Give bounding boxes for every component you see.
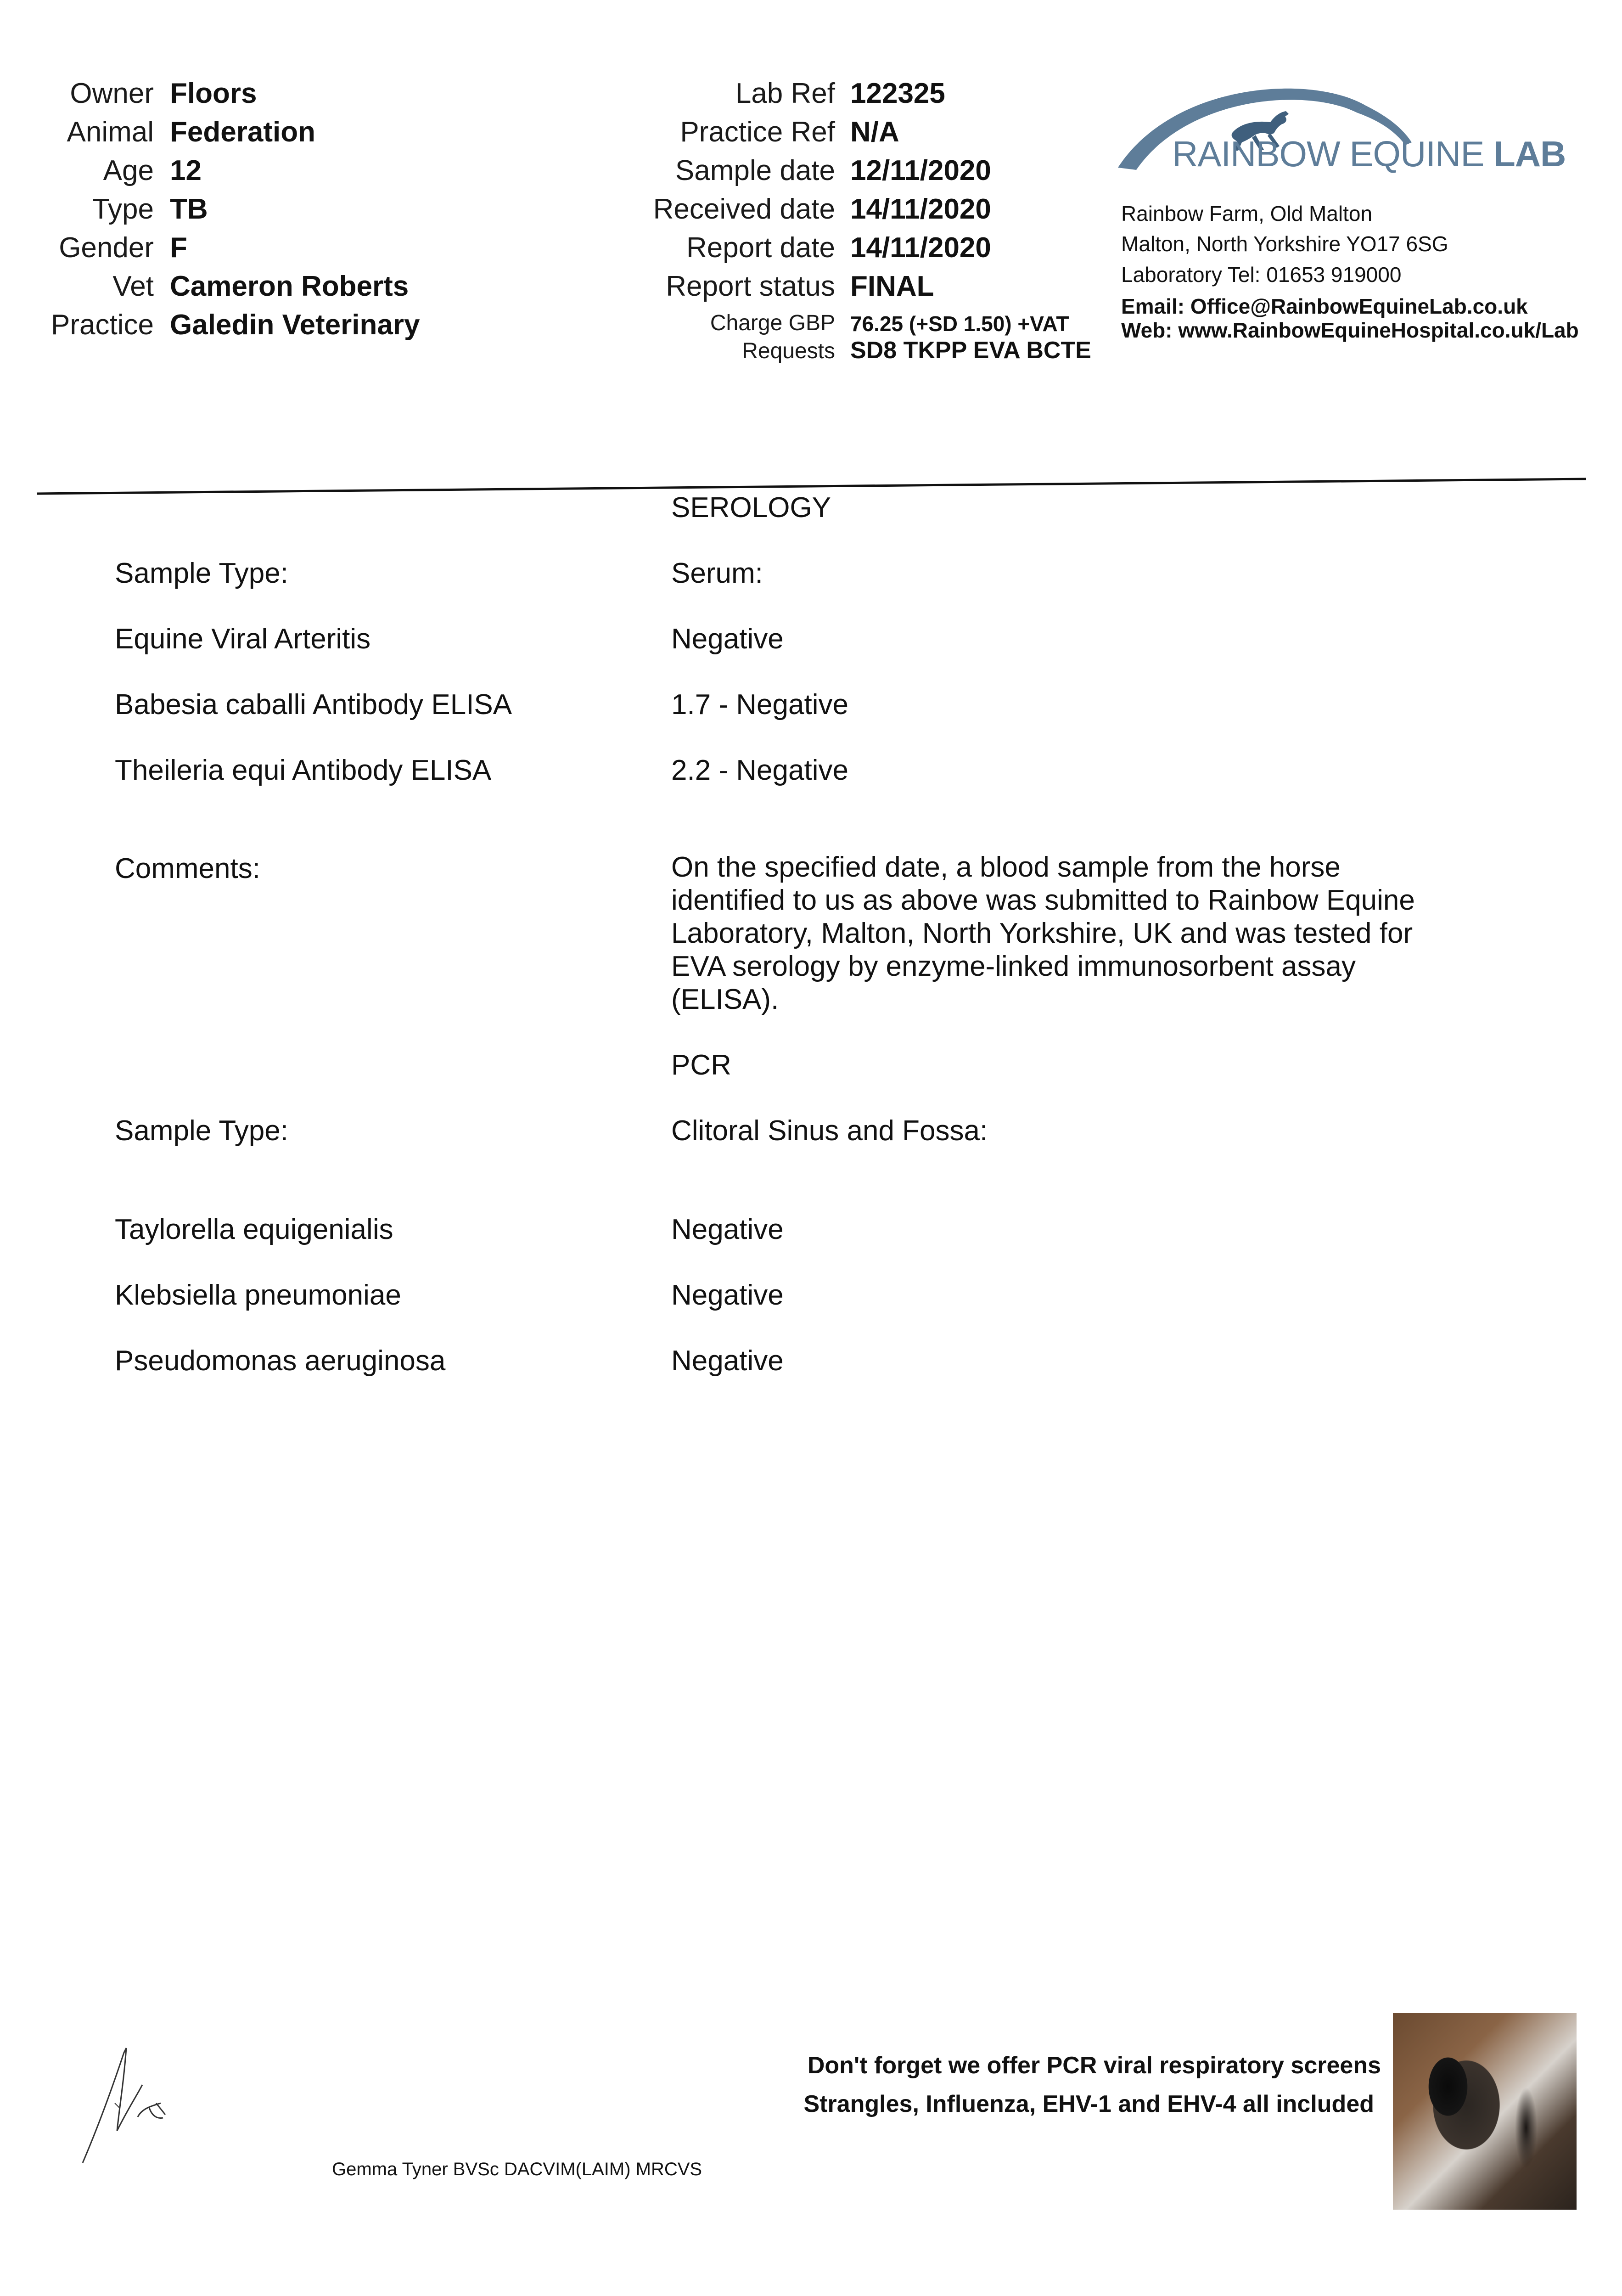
requests-label: Requests: [742, 339, 835, 363]
practice-ref-value: N/A: [850, 116, 899, 148]
lab-logo: [1118, 78, 1566, 179]
signatory-name: Gemma Tyner BVSc DACVIM(LAIM) MRCVS: [332, 2159, 702, 2179]
type-value: TB: [170, 193, 208, 225]
pcr-sample-type-value: Clitoral Sinus and Fossa:: [671, 1115, 988, 1147]
report-date-value: 14/11/2020: [850, 232, 991, 264]
charge-label: Charge GBP: [710, 311, 835, 335]
logo-wordmark: [1172, 133, 1566, 175]
result-test-name: Klebsiella pneumoniae: [115, 1279, 401, 1311]
result-test-name: Theileria equi Antibody ELISA: [115, 754, 492, 786]
serology-sample-type-value: Serum:: [671, 557, 763, 589]
result-test-name: Taylorella equigenialis: [115, 1214, 393, 1245]
signature-image: [73, 2039, 184, 2167]
lab-email: Email: Office@RainbowEquineLab.co.uk: [1121, 294, 1528, 318]
age-value: 12: [170, 155, 202, 186]
vet-label: Vet: [112, 270, 154, 302]
result-value: Negative: [671, 1279, 784, 1311]
charge-value: 76.25 (+SD 1.50) +VAT: [850, 312, 1069, 336]
sample-date-value: 12/11/2020: [850, 155, 991, 186]
type-label: Type: [92, 193, 154, 225]
practice-value: Galedin Veterinary: [170, 309, 420, 341]
report-status-value: FINAL: [850, 270, 934, 302]
requests-value: SD8 TKPP EVA BCTE: [850, 337, 1091, 364]
address-line-2: Malton, North Yorkshire YO17 6SG: [1121, 232, 1448, 256]
practice-ref-label: Practice Ref: [680, 116, 835, 148]
gender-label: Gender: [59, 232, 154, 264]
result-value: 1.7 - Negative: [671, 689, 848, 720]
owner-label: Owner: [70, 78, 154, 109]
result-test-name: Pseudomonas aeruginosa: [115, 1345, 446, 1377]
result-test-name: Babesia caballi Antibody ELISA: [115, 689, 512, 720]
promo-line-1: Don't forget we offer PCR viral respiratory screens: [807, 2052, 1381, 2079]
practice-label: Practice: [51, 309, 154, 341]
report-date-label: Report date: [686, 232, 835, 264]
logo-text-regular: RAINBOW EQUINE: [1172, 134, 1484, 174]
result-value: Negative: [671, 623, 784, 655]
owner-value: Floors: [170, 78, 257, 109]
animal-label: Animal: [67, 116, 154, 148]
logo-text-bold: LAB: [1493, 134, 1566, 174]
pcr-sample-type-label: Sample Type:: [115, 1115, 288, 1147]
serology-sample-type-label: Sample Type:: [115, 557, 288, 589]
lab-telephone: Laboratory Tel: 01653 919000: [1121, 263, 1402, 287]
age-label: Age: [103, 155, 154, 186]
pcr-heading: PCR: [671, 1049, 731, 1081]
gender-value: F: [170, 232, 187, 264]
promo-line-2: Strangles, Influenza, EHV-1 and EHV-4 all included: [803, 2091, 1374, 2117]
result-value: 2.2 - Negative: [671, 754, 848, 786]
received-date-label: Received date: [653, 193, 835, 225]
result-value: Negative: [671, 1214, 784, 1245]
report-status-label: Report status: [666, 270, 835, 302]
comments-text: On the specified date, a blood sample from the horse identified to us as above was submitted to Rainbow Equine Laboratory, Malton, North Yorkshire, UK and was tested for EVA serology by enzyme-linked immunosorbent assay (ELISA).: [671, 851, 1415, 1015]
result-test-name: Equine Viral Arteritis: [115, 623, 371, 655]
animal-value: Federation: [170, 116, 315, 148]
lab-website: Web: www.RainbowEquineHospital.co.uk/Lab: [1121, 318, 1579, 342]
vet-value: Cameron Roberts: [170, 270, 409, 302]
comments-label: Comments:: [115, 853, 260, 884]
address-line-1: Rainbow Farm, Old Malton: [1121, 202, 1373, 225]
serology-heading: SEROLOGY: [671, 492, 831, 523]
lab-ref-label: Lab Ref: [735, 78, 835, 109]
horse-nostril-photo: [1393, 2013, 1577, 2210]
result-value: Negative: [671, 1345, 784, 1377]
sample-date-label: Sample date: [675, 155, 835, 186]
received-date-value: 14/11/2020: [850, 193, 991, 225]
lab-ref-value: 122325: [850, 78, 945, 109]
